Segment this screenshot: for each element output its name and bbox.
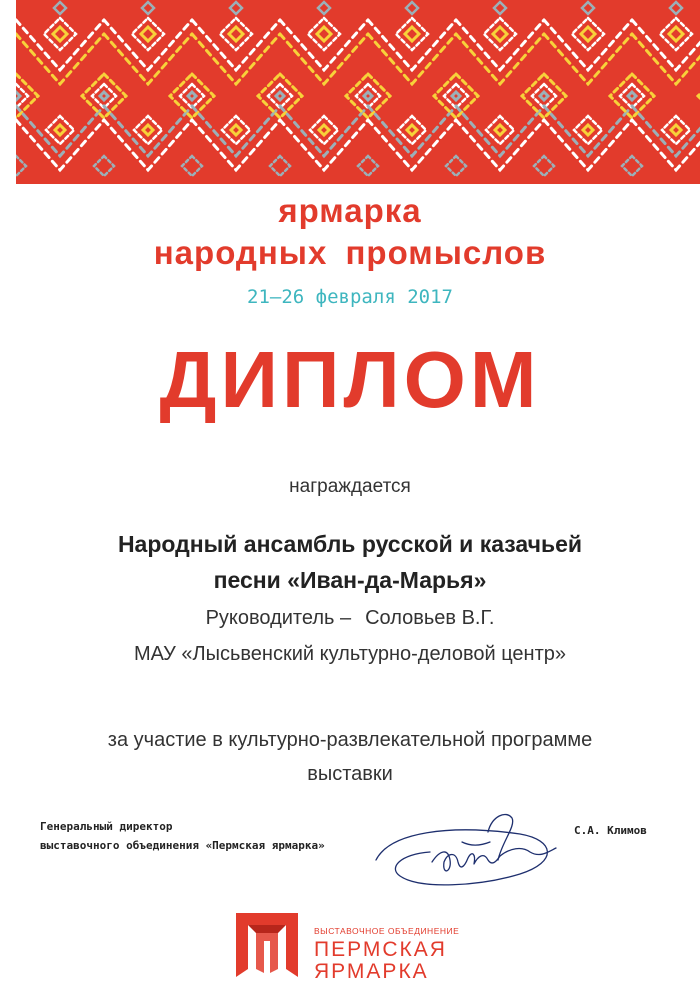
handwritten-signature-icon [370, 802, 570, 892]
reason-line1: за участие в культурно-развлекательной программе [107, 729, 593, 751]
signatory-name: С.А. Климов [574, 824, 647, 837]
diploma-title: ДИПЛОМ [159, 335, 541, 424]
signatory-title-line1: Генеральный директор [40, 820, 173, 833]
leader-name: Соловьев В.Г. [365, 607, 495, 629]
leader-label: Руководитель – [205, 607, 352, 629]
folk-ornament-icon [16, 0, 700, 184]
signatory-title-line2: выставочного объединения «Пермская ярмарка» [40, 839, 325, 852]
event-dates: 21–26 февраля 2017 [247, 286, 453, 308]
event-title-line2: народных промыслов [153, 234, 547, 271]
permskaya-yarmarka-logo-icon [230, 907, 304, 981]
logo-name-line1: ПЕРМСКАЯ [314, 938, 447, 961]
leader-line [0, 607, 700, 630]
logo-name-line2: ЯРМАРКА [314, 960, 429, 983]
reason-line2: выставки [307, 763, 393, 785]
event-title-line1: ярмарка [278, 192, 422, 229]
awardee-line2: песни «Иван-да-Марья» [213, 567, 487, 593]
awarded-label: награждается [289, 476, 411, 497]
logo-subtitle: ВЫСТАВОЧНОЕ ОБЪЕДИНЕНИЕ [314, 926, 460, 936]
organization: МАУ «Лысьвенский культурно-деловой центр» [133, 643, 567, 665]
ornament-banner [16, 0, 700, 184]
awardee-line1: Народный ансамбль русской и казачьей [117, 531, 583, 557]
